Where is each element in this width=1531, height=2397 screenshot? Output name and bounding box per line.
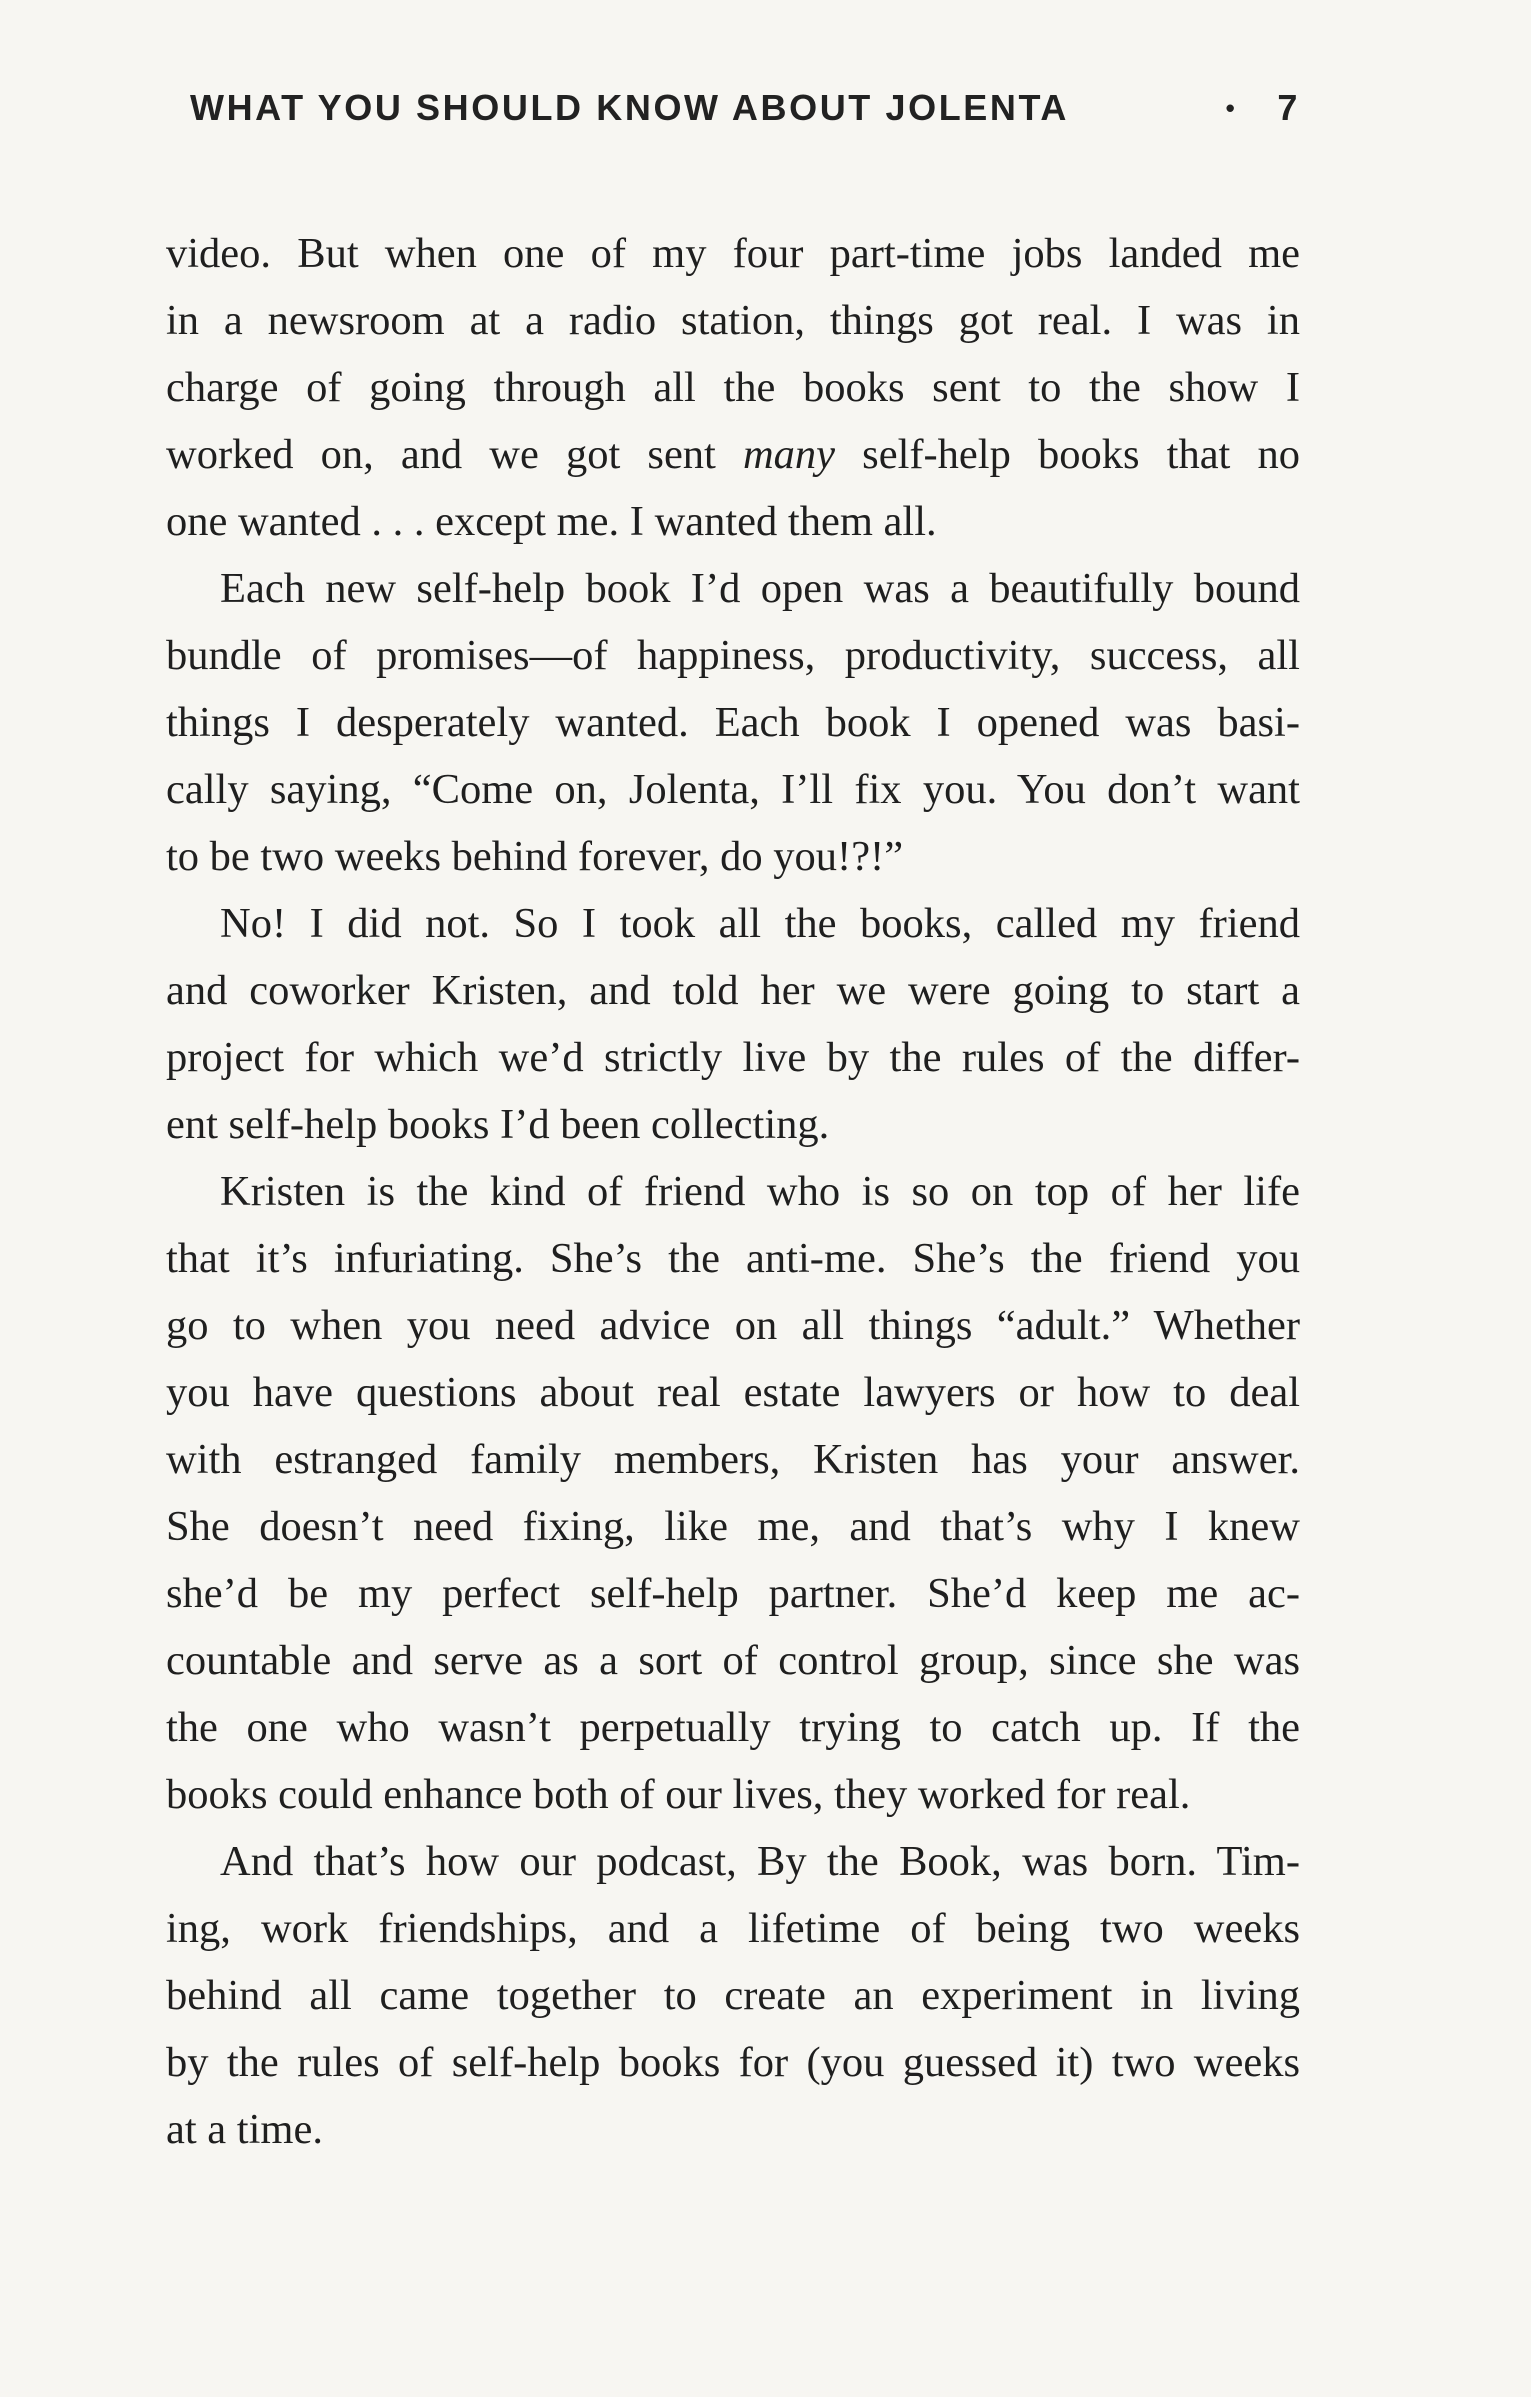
text-line: in a newsroom at a radio station, things got real. I was in [166,297,1300,344]
text-line: ing, work friendships, and a lifetime of being two weeks [166,1905,1300,1952]
text-line: And that’s how our podcast, By the Book, was born. Tim- [220,1838,1300,1885]
paragraph [166,1828,1300,2163]
text-line: bundle of promises—of happiness, productivity, success, all [166,632,1300,679]
text-line: and coworker Kristen, and told her we were going to start a [166,967,1300,1014]
text-line: cally saying, “Come on, Jolenta, I’ll fix you. You don’t want [166,766,1300,813]
text-line: books could enhance both of our lives, they worked for real. [166,1771,1191,1818]
paragraph [166,890,1300,1158]
text-line: go to when you need advice on all things “adult.” Whether [166,1302,1300,1349]
page-number-group [1226,87,1300,129]
text-line: to be two weeks behind forever, do you!?!” [166,833,904,880]
italic-emphasis: many [742,431,836,478]
text-line: charge of going through all the books sent to the show I [166,364,1300,411]
text-line: the one who wasn’t perpetually trying to catch up. If the [166,1704,1300,1751]
text-line: project for which we’d strictly live by the rules of the differ- [166,1034,1300,1081]
running-head [190,78,1300,138]
text-line: video. But when one of my four part-time jobs landed me [166,230,1300,277]
text-line: one wanted . . . except me. I wanted them all. [166,498,937,545]
text-line: you have questions about real estate lawyers or how to deal [166,1369,1300,1416]
body-text [166,220,1300,2163]
paragraph [166,220,1300,555]
text-line: Each new self-help book I’d open was a beautifully bound [220,565,1300,612]
paragraph [166,1158,1300,1828]
running-title: WHAT YOU SHOULD KNOW ABOUT JOLENTA [190,87,1070,128]
text-line: She doesn’t need fixing, like me, and that’s why I knew [166,1503,1300,1550]
text-line: Kristen is the kind of friend who is so on top of her life [220,1168,1300,1215]
text-line: countable and serve as a sort of control group, since she was [166,1637,1300,1684]
text-line: things I desperately wanted. Each book I opened was basi- [166,699,1300,746]
text-line: behind all came together to create an experiment in living [166,1972,1300,2019]
text-line: that it’s infuriating. She’s the anti-me. She’s the friend you [166,1235,1300,1282]
text-line: at a time. [166,2106,323,2153]
text-line: she’d be my perfect self-help partner. She’d keep me ac- [166,1570,1300,1617]
bullet-separator: • [1225,92,1238,123]
text-line: by the rules of self-help books for (you guessed it) two weeks [166,2039,1300,2086]
page-number: 7 [1277,87,1300,128]
text-line: worked on, and we got sent many self-help books that no [166,431,1300,478]
text-line: ent self-help books I’d been collecting. [166,1101,830,1148]
text-line: with estranged family members, Kristen has your answer. [166,1436,1300,1483]
paragraph [166,555,1300,890]
text-line: No! I did not. So I took all the books, called my friend [220,900,1300,947]
